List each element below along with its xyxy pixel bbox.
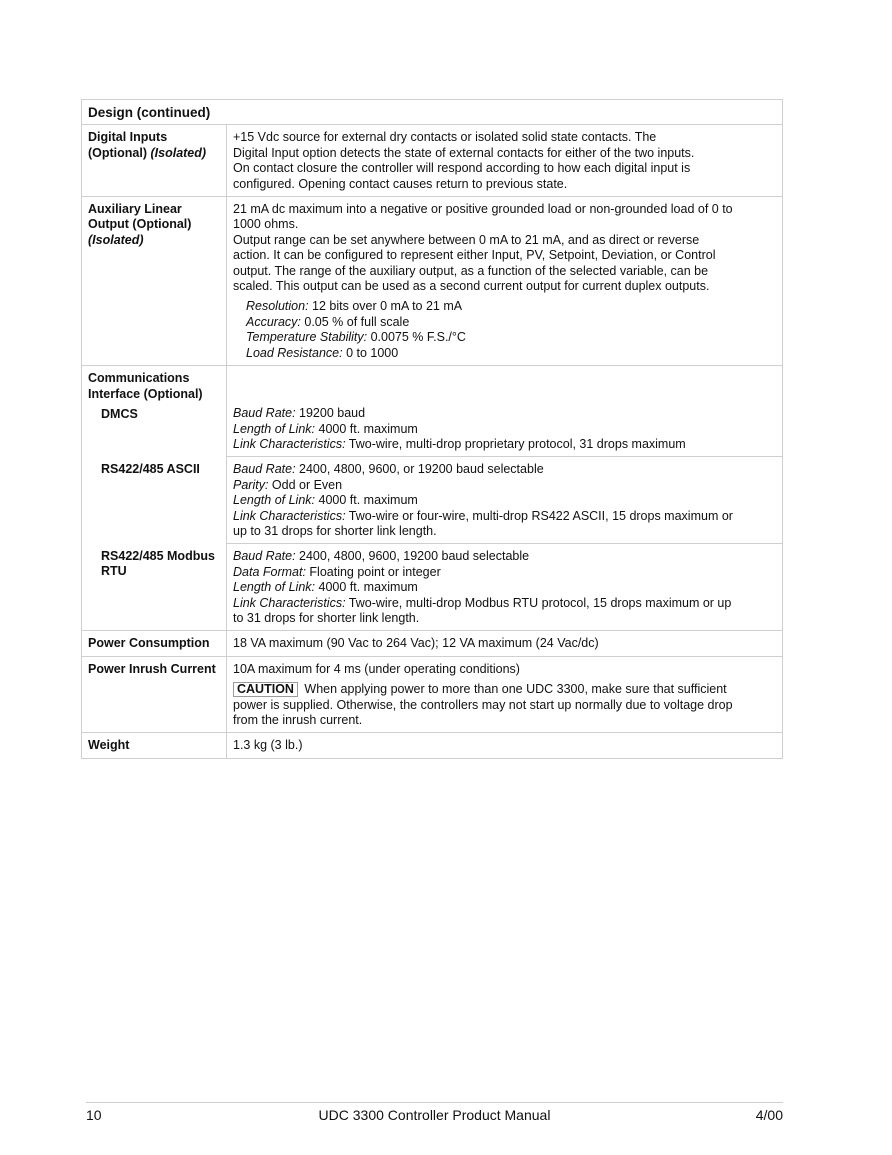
row-label-modbus xyxy=(82,544,227,631)
spec-name: Length of Link: xyxy=(233,421,316,436)
sub-label-modbus: RTU xyxy=(101,564,127,579)
spec-name: Parity: xyxy=(233,477,269,492)
desc-line: action. It can be configured to represent either Input, PV, Setpoint, Deviation, or Control xyxy=(233,248,716,263)
spec-value: 12 bits over 0 mA to 21 mA xyxy=(308,299,463,314)
spec-value: Floating point or integer xyxy=(305,564,441,579)
row-label-ascii xyxy=(82,457,227,544)
spec-value: Two-wire, multi-drop proprietary protocol, 31 drops maximum xyxy=(345,436,686,451)
label-text: (Isolated) xyxy=(88,232,144,247)
page-footer xyxy=(86,1102,783,1123)
document-title: UDC 3300 Controller Product Manual xyxy=(318,1107,551,1123)
spec-value: 0.0075 % F.S./°C xyxy=(367,330,466,345)
spec-name: Link Characteristics: xyxy=(233,595,346,610)
desc-line: 10A maximum for 4 ms (under operating conditions) xyxy=(233,661,520,676)
label-text: (Isolated) xyxy=(150,145,207,160)
desc-line: power is supplied. Otherwise, the controllers may not start up normally due to voltage drop xyxy=(233,697,733,712)
spec-line xyxy=(233,315,776,330)
desc-line: +15 Vdc source for external dry contacts or isolated solid state contacts. The xyxy=(233,130,657,145)
table-row xyxy=(82,366,783,457)
spec-line xyxy=(233,549,776,564)
table-header: Design (continued) xyxy=(82,100,783,125)
table-row xyxy=(82,544,783,631)
document-date: 4/00 xyxy=(755,1107,783,1123)
spec-value: 0.05 % of full scale xyxy=(300,314,410,329)
desc-line: On contact closure the controller will respond according to how each digital input is xyxy=(233,161,691,176)
desc-line: Digital Input option detects the state of external contacts for either of the two inputs. xyxy=(233,145,695,160)
label-text: Output (Optional) xyxy=(88,217,192,232)
row-value-ascii xyxy=(227,457,783,544)
spec-line xyxy=(233,509,776,524)
table-row xyxy=(82,197,783,366)
spec-name: Baud Rate: xyxy=(233,462,296,477)
spec-name: Load Resistance: xyxy=(246,345,343,360)
spec-line xyxy=(233,478,776,493)
label-text: Communications xyxy=(88,371,190,386)
sub-label-modbus: RS422/485 Modbus xyxy=(101,548,215,563)
spec-value: 4000 ft. maximum xyxy=(315,580,418,595)
row-value-power-inrush xyxy=(227,656,783,733)
row-label-comms xyxy=(82,366,227,457)
spec-value: Odd or Even xyxy=(268,477,343,492)
spec-name: Accuracy: xyxy=(246,314,301,329)
table-row xyxy=(82,125,783,197)
row-value-dmcs xyxy=(227,366,783,457)
desc-line: output. The range of the auxiliary output, as a function of the selected variable, can be xyxy=(233,263,709,278)
desc-line: configured. Opening contact causes return to previous state. xyxy=(233,176,568,191)
table-row xyxy=(82,656,783,733)
label-text: Digital Inputs xyxy=(88,130,168,145)
spec-value: Two-wire or four-wire, multi-drop RS422 ASCII, 15 drops maximum or xyxy=(345,508,733,523)
table-header-row xyxy=(82,100,783,125)
specification-table xyxy=(81,99,783,759)
spec-name: Data Format: xyxy=(233,564,306,579)
spec-name: Temperature Stability: xyxy=(246,330,368,345)
spec-name: Length of Link: xyxy=(233,580,316,595)
spec-line xyxy=(233,299,776,314)
row-label-power-consumption: Power Consumption xyxy=(82,631,227,656)
label-text: Interface (Optional) xyxy=(88,386,203,401)
desc-line: 1000 ohms. xyxy=(233,217,299,232)
row-label-digital-inputs xyxy=(82,125,227,197)
spec-line: up to 31 drops for shorter link length. xyxy=(233,523,437,538)
spec-name: Baud Rate: xyxy=(233,549,296,564)
label-text: Auxiliary Linear xyxy=(88,202,182,217)
spec-line: to 31 drops for shorter link length. xyxy=(233,610,420,625)
spec-name: Baud Rate: xyxy=(233,406,296,421)
spec-line xyxy=(233,565,776,580)
sub-label-dmcs: DMCS xyxy=(101,406,138,421)
caution-badge: CAUTION xyxy=(233,682,298,697)
desc-line: from the inrush current. xyxy=(233,713,363,727)
spec-value: 2400, 4800, 9600, 19200 baud selectable xyxy=(295,549,530,564)
spec-line xyxy=(233,462,776,477)
spec-name: Link Characteristics: xyxy=(233,508,346,523)
table-row xyxy=(82,733,783,758)
spec-line xyxy=(233,493,776,508)
row-value-modbus xyxy=(227,544,783,631)
spec-line xyxy=(233,422,776,437)
row-value-weight: 1.3 kg (3 lb.) xyxy=(227,733,783,758)
row-value-power-consumption: 18 VA maximum (90 Vac to 264 Vac); 12 VA maximum (24 Vac/dc) xyxy=(227,631,783,656)
spec-name: Link Characteristics: xyxy=(233,436,346,451)
row-value-digital-inputs xyxy=(227,125,783,197)
spec-name: Resolution: xyxy=(246,299,309,314)
table-row xyxy=(82,457,783,544)
desc-line: 21 mA dc maximum into a negative or positive grounded load or non-grounded load of 0 to xyxy=(233,202,733,217)
spec-line xyxy=(233,437,776,452)
label-text: (Optional) xyxy=(88,145,151,160)
page-number: 10 xyxy=(86,1107,102,1123)
row-value-aux-output xyxy=(227,197,783,366)
table-row xyxy=(82,631,783,656)
spec-line xyxy=(233,346,776,361)
spec-line xyxy=(233,596,776,611)
desc-line: Output range can be set anywhere between 0 mA to 21 mA, and as direct or reverse xyxy=(233,232,700,247)
sub-label-ascii: RS422/485 ASCII xyxy=(101,461,200,476)
row-label-power-inrush: Power Inrush Current xyxy=(82,656,227,733)
spec-value: 19200 baud xyxy=(295,406,366,421)
spec-value: 2400, 4800, 9600, or 19200 baud selectable xyxy=(295,462,544,477)
row-label-aux-output xyxy=(82,197,227,366)
spec-line xyxy=(233,580,776,595)
spec-line xyxy=(233,330,776,345)
spec-value: 4000 ft. maximum xyxy=(315,421,418,436)
spec-value: Two-wire, multi-drop Modbus RTU protocol, 15 drops maximum or up xyxy=(345,595,732,610)
desc-line: scaled. This output can be used as a second current output for current duplex outputs. xyxy=(233,279,710,294)
spec-name: Length of Link: xyxy=(233,493,316,508)
spec-line xyxy=(233,406,776,421)
spec-value: 4000 ft. maximum xyxy=(315,493,418,508)
spec-value: 0 to 1000 xyxy=(342,345,399,360)
caution-text: When applying power to more than one UDC 3300, make sure that sufficient xyxy=(300,682,727,697)
caution-line xyxy=(233,682,776,697)
row-label-weight: Weight xyxy=(82,733,227,758)
